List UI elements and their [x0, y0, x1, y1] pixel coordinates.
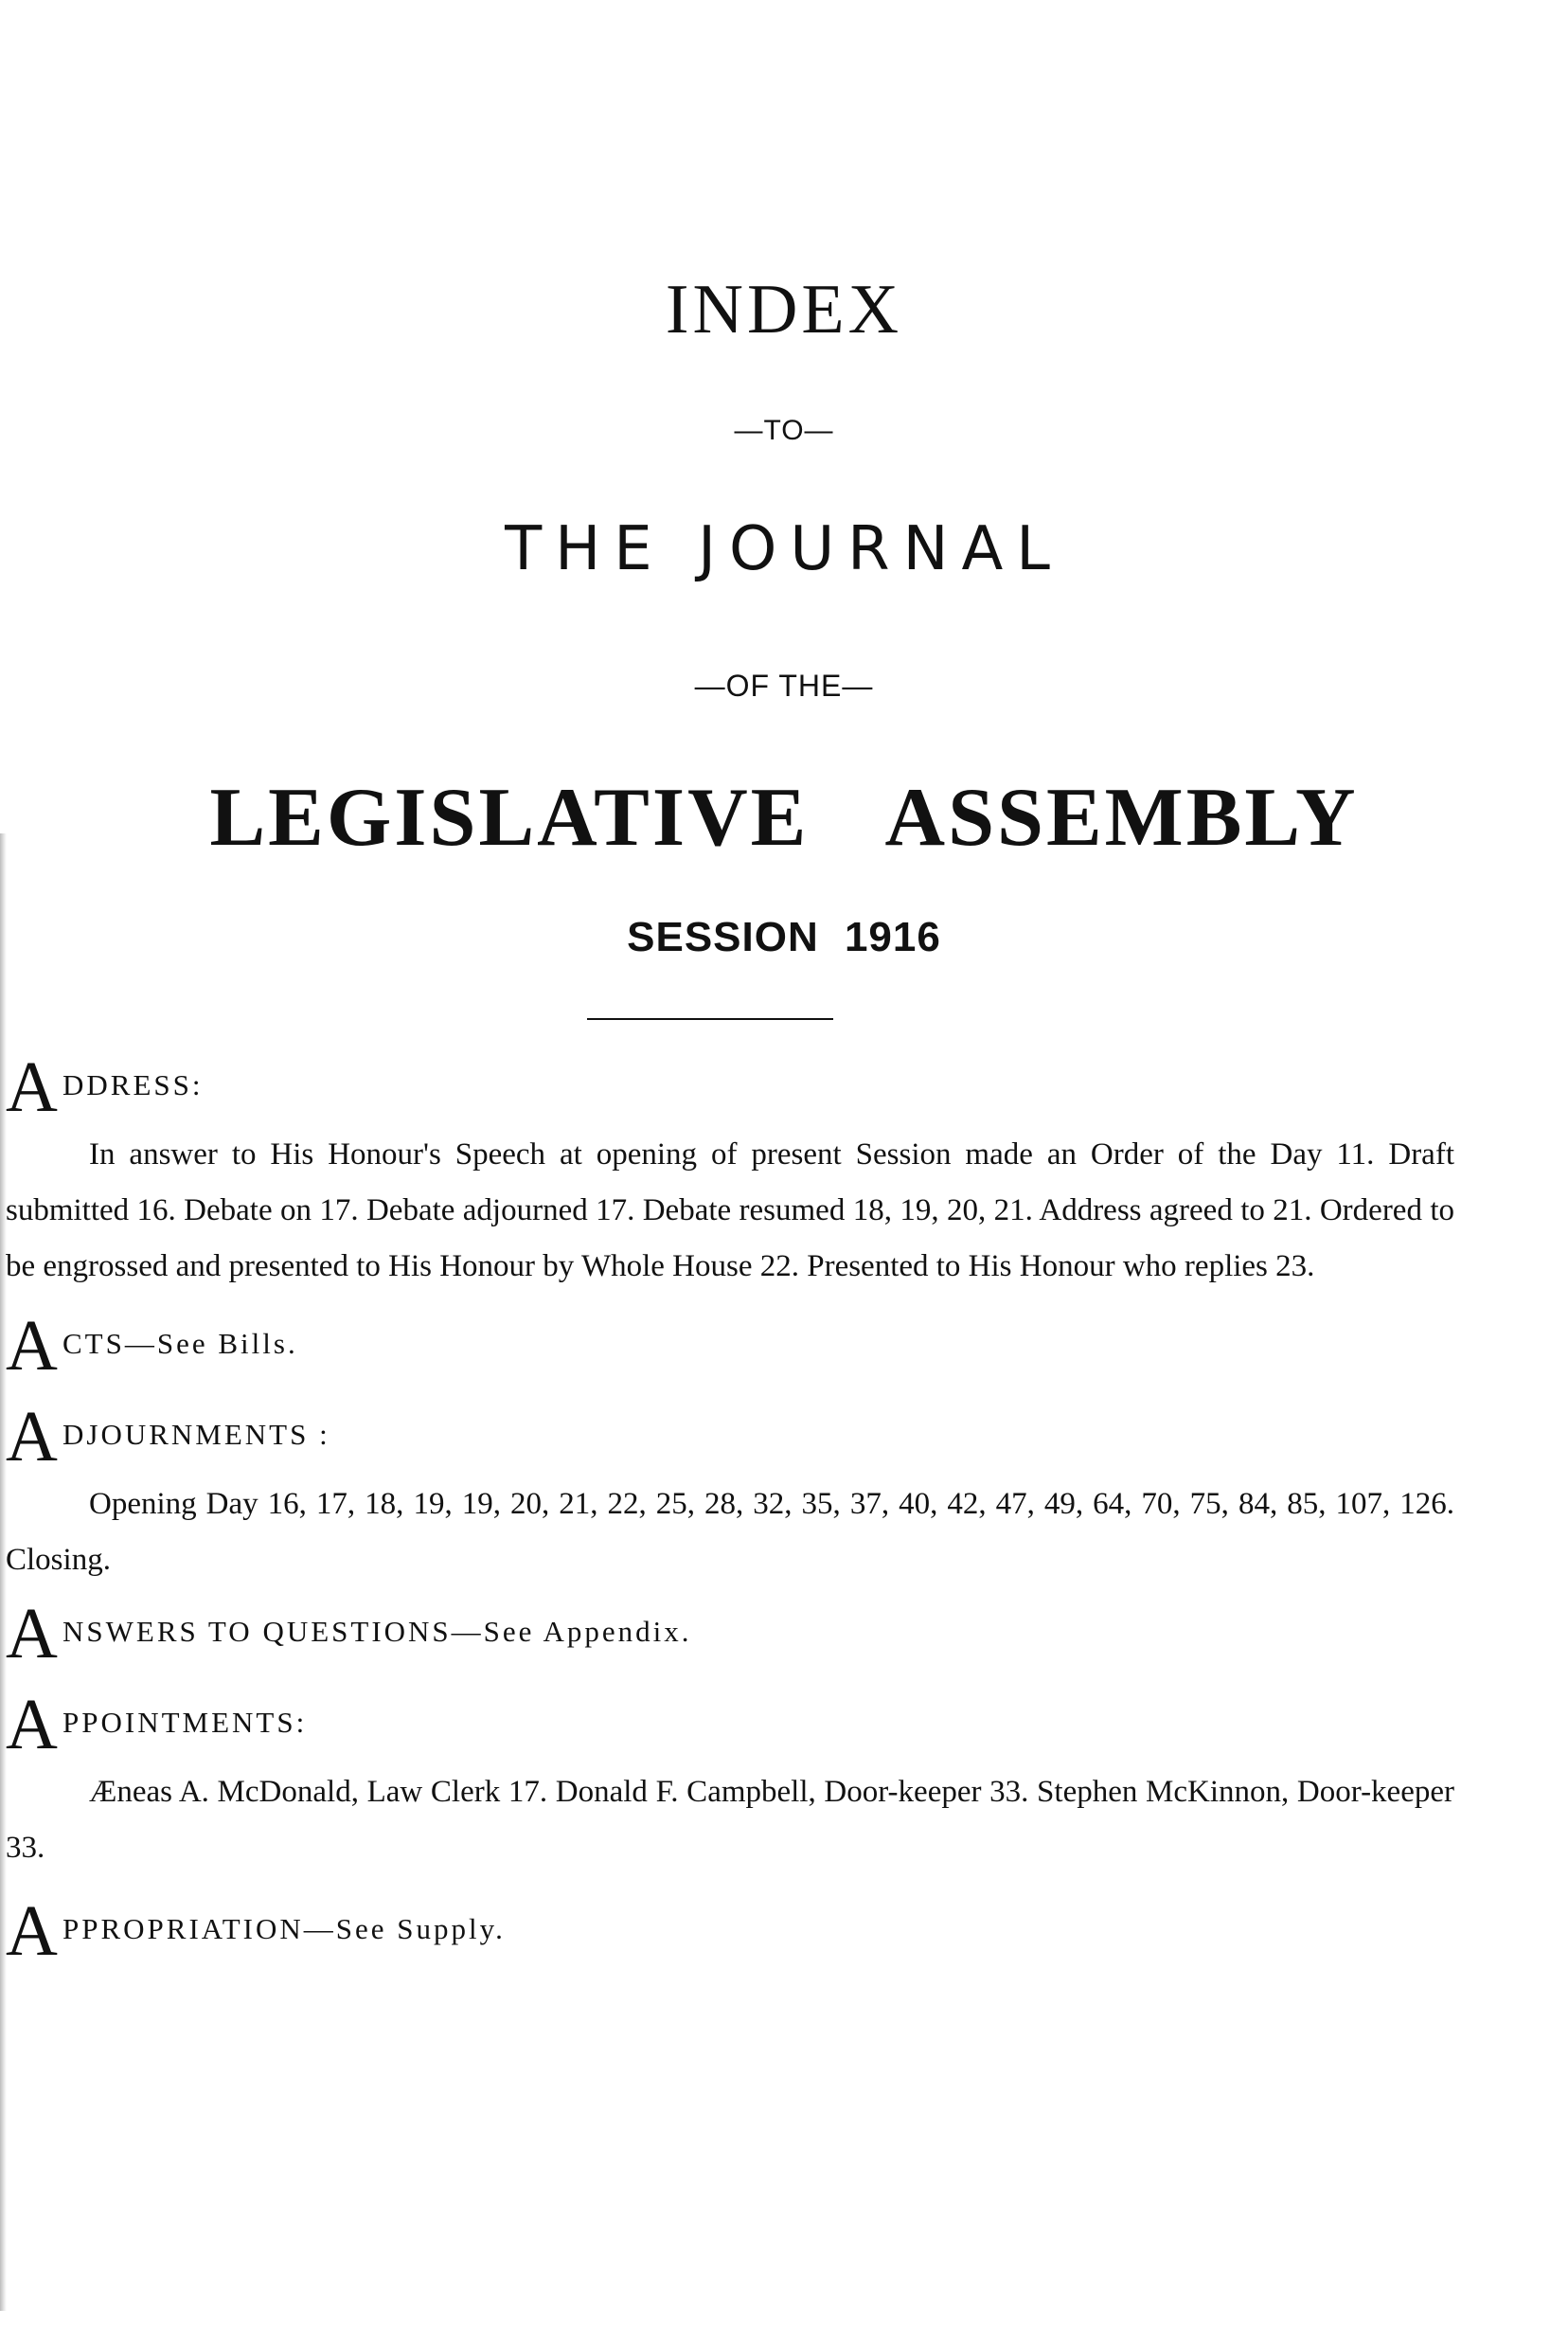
title-to: —TO— [734, 415, 834, 446]
entry-heading [6, 1891, 1454, 1971]
entry-heading-text: CTS—See Bills. [62, 1327, 298, 1360]
entry-initial: A [6, 1306, 58, 1386]
entry-heading [6, 1594, 1454, 1673]
entry-heading-text: NSWERS TO QUESTIONS—See Appendix. [62, 1615, 692, 1648]
entry-appropriation [6, 1891, 1454, 1971]
entry-heading-text: PPOINTMENTS: [62, 1706, 308, 1739]
title-index: INDEX [665, 271, 903, 349]
entry-body: Opening Day 16, 17, 18, 19, 19, 20, 21, 22, 25, 28, 32, 35, 37, 40, 42, 47, 49, 64, 70, 75, 84, 85, 107, 126. Closing. [6, 1487, 1454, 1577]
entry-body: In answer to His Honour's Speech at opening of present Session made an Order of the Day 11. Draft submitted 16. Debate on 17. Debate adjourned 17. Debate resumed 18, 19, 20, 21. Address agreed to 21. Ordered to be engrossed and presented to His Honour by Whole House 22. Presented to His Honour who replies 23. [6, 1137, 1454, 1283]
entry-heading [6, 1306, 1454, 1386]
entry-heading [6, 1685, 1454, 1764]
entry-body: Æneas A. McDonald, Law Clerk 17. Donald F. Campbell, Door-keeper 33. Stephen McKinnon, Door-keeper 33. [6, 1775, 1454, 1865]
entry-answers [6, 1594, 1454, 1673]
entry-heading [6, 1047, 1454, 1127]
entry-initial: A [6, 1891, 58, 1971]
entry-acts [6, 1306, 1454, 1386]
entry-heading-text: DDRESS: [62, 1068, 204, 1101]
entry-heading-text: DJOURNMENTS : [62, 1418, 330, 1451]
index-entries [6, 1047, 1454, 1971]
entry-initial: A [6, 1397, 58, 1476]
divider-rule [587, 1018, 833, 1020]
entry-initial: A [6, 1594, 58, 1673]
entry-heading-text: PPROPRIATION—See Supply. [62, 1912, 506, 1945]
title-journal: THE JOURNAL [505, 514, 1063, 584]
entry-appointments [6, 1685, 1454, 1876]
title-session: SESSION 1916 [627, 914, 941, 960]
title-of-the: —OF THE— [694, 669, 874, 703]
entry-initial: A [6, 1685, 58, 1764]
entry-heading [6, 1397, 1454, 1476]
entry-initial: A [6, 1047, 58, 1127]
entry-address [6, 1047, 1454, 1295]
entry-adjournments [6, 1397, 1454, 1588]
title-legislative-assembly: LEGISLATIVE ASSEMBLY [209, 772, 1359, 864]
